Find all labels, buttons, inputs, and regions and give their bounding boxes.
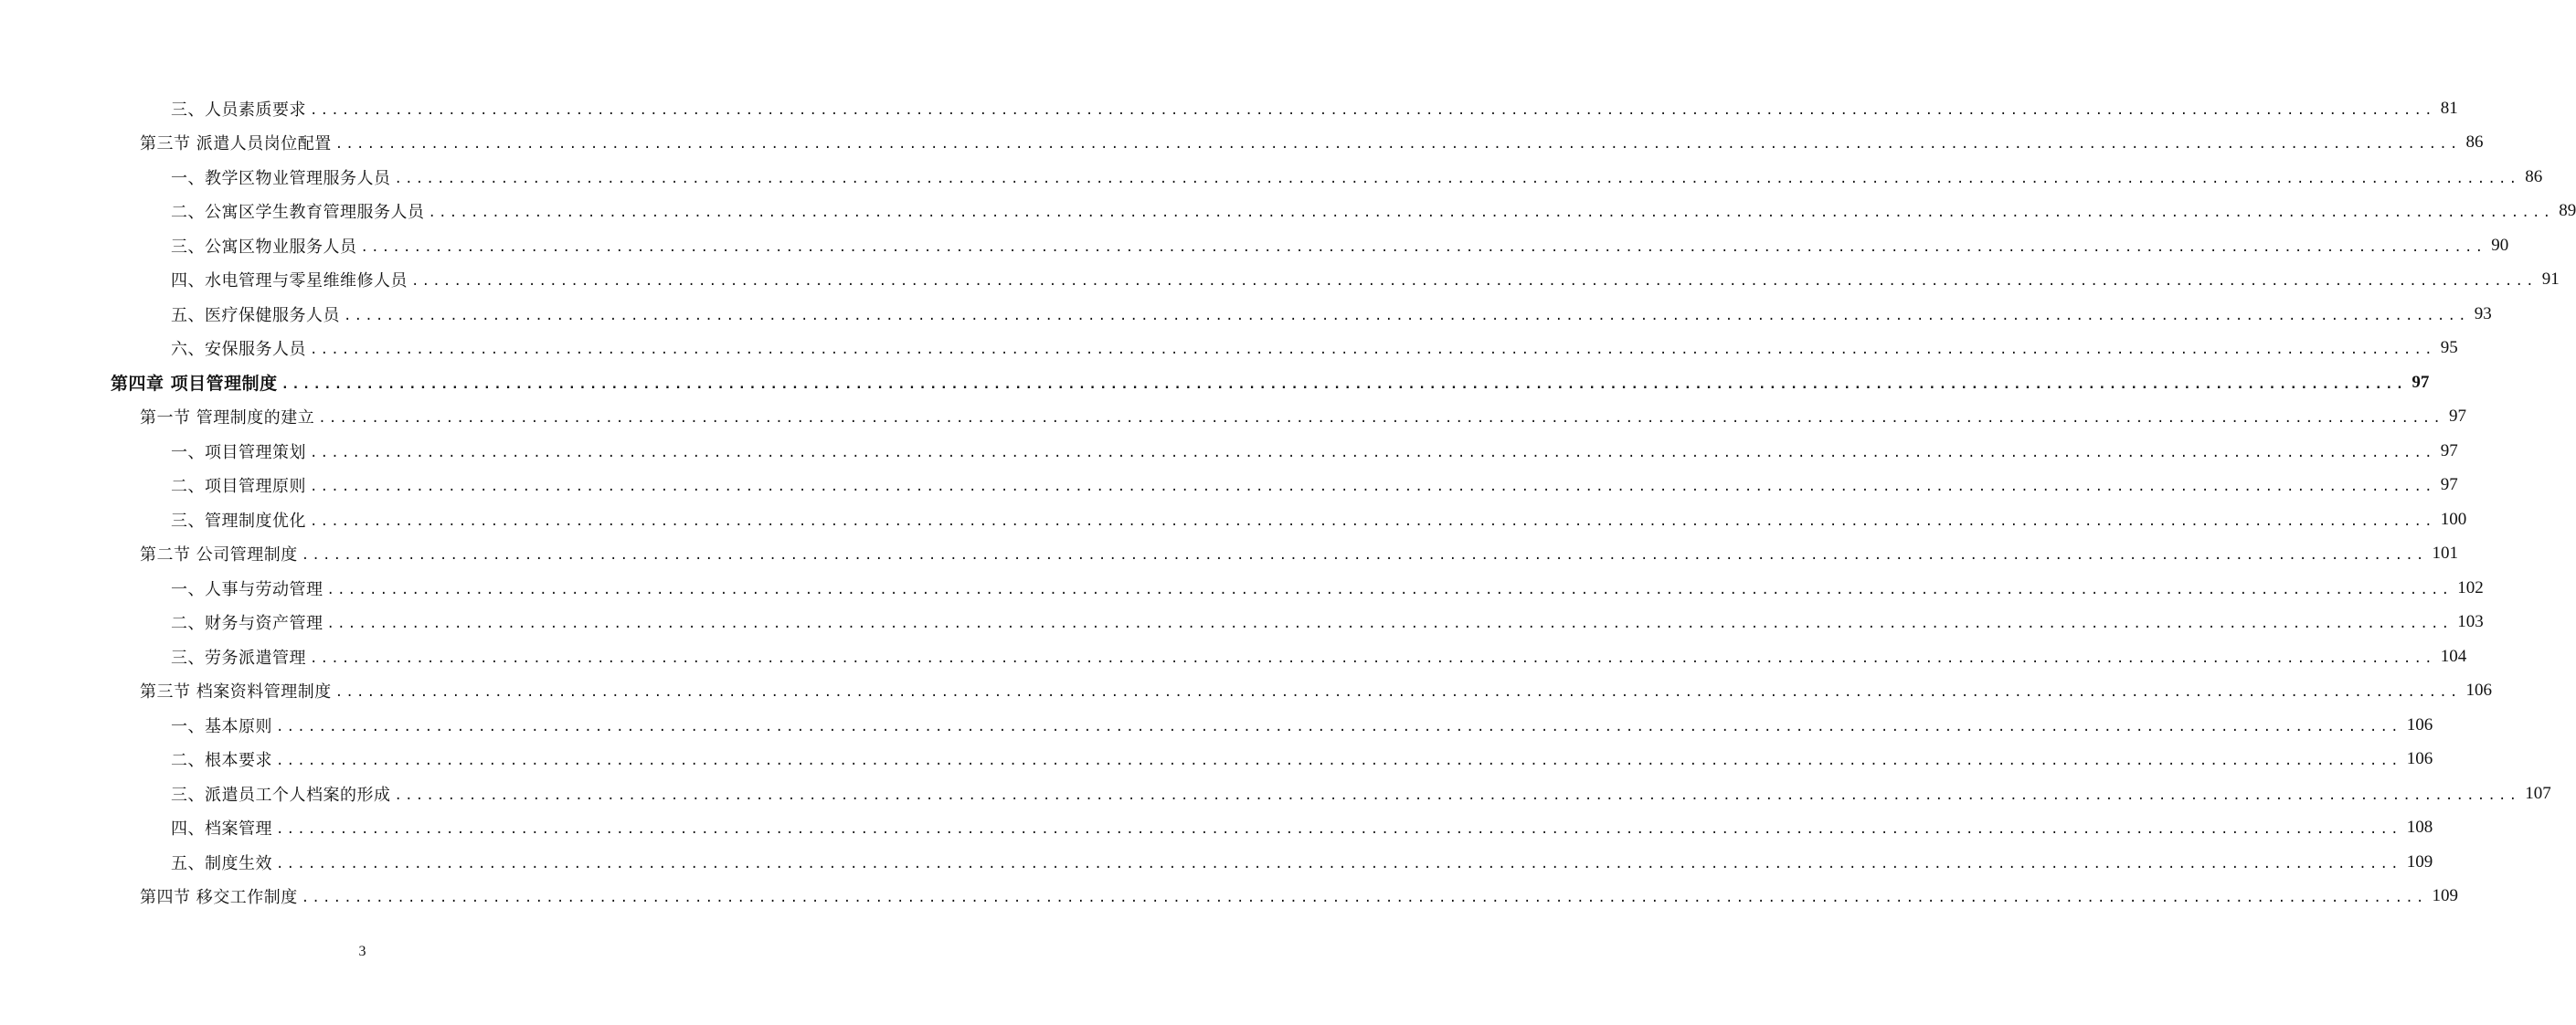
toc-entry[interactable] — [0, 502, 2467, 537]
toc-entry-page: 104 — [2440, 646, 2467, 666]
toc-entry[interactable] — [0, 845, 2433, 880]
toc-entry-title: 三、劳务派遣管理 — [171, 648, 306, 668]
toc-leader-dots: ........................................................................................................................................................................................................ — [310, 480, 2435, 495]
toc-entry-title: 第二节 公司管理制度 — [140, 545, 298, 565]
toc-entry-title: 一、教学区物业管理服务人员 — [171, 168, 391, 188]
toc-entry[interactable] — [0, 126, 2484, 161]
toc-leader-dots: ........................................................................................................................................................................................................ — [360, 239, 2486, 255]
toc-leader-dots: ........................................................................................................................................................................................................ — [334, 685, 2461, 701]
toc-entry-page: 106 — [2465, 681, 2492, 701]
toc-entry-title: 第三节 派遣人员岗位配置 — [140, 134, 332, 154]
toc-entry-page: 93 — [2474, 303, 2492, 323]
toc-entry-title: 第三节 档案资料管理制度 — [140, 682, 332, 703]
toc-entry-page: 86 — [2465, 132, 2484, 153]
toc-entry-page: 81 — [2440, 98, 2458, 118]
toc-entry-title: 第四章 项目管理制度 — [111, 374, 278, 395]
toc-leader-dots: ........................................................................................................................................................................................................ — [428, 206, 2554, 221]
toc-entry[interactable] — [0, 297, 2492, 332]
toc-entry-title: 五、医疗保健服务人员 — [171, 305, 340, 325]
toc-entry[interactable] — [0, 537, 2458, 572]
toc-leader-dots: ........................................................................................................................................................................................................ — [318, 411, 2443, 427]
toc-entry-page: 97 — [2440, 440, 2458, 460]
toc-entry[interactable] — [0, 606, 2484, 640]
toc-leader-dots: ........................................................................................................................................................................................................ — [281, 376, 2407, 392]
toc-leader-dots: ........................................................................................................................................................................................................ — [394, 171, 2520, 186]
toc-entry-page: 97 — [2440, 475, 2458, 495]
toc-entry[interactable] — [0, 332, 2458, 366]
toc-entry-page: 103 — [2457, 612, 2484, 632]
toc-entry[interactable] — [0, 639, 2467, 674]
toc-entry[interactable] — [0, 91, 2458, 126]
toc-entry-title: 五、制度生效 — [171, 853, 272, 873]
toc-leader-dots: ........................................................................................................................................................................................................ — [310, 445, 2435, 460]
toc-leader-dots: ........................................................................................................................................................................................................ — [301, 891, 2427, 906]
toc-entry-title: 二、公寓区学生教育管理服务人员 — [171, 203, 425, 223]
toc-entry-title: 第一节 管理制度的建立 — [140, 408, 315, 428]
toc-entry-page: 106 — [2406, 714, 2433, 734]
toc-entry-page: 97 — [2448, 407, 2466, 427]
toc-leader-dots: ........................................................................................................................................................................................................ — [344, 308, 2469, 323]
toc-entry[interactable] — [0, 195, 2576, 229]
toc-entry-title: 三、人员素质要求 — [171, 100, 306, 120]
toc-entry[interactable] — [0, 365, 2430, 400]
toc-entry-title: 六、安保服务人员 — [171, 340, 306, 360]
toc-leader-dots: ........................................................................................................................................................................................................ — [276, 822, 2401, 838]
toc-entry-page: 100 — [2440, 509, 2467, 529]
toc-leader-dots: ........................................................................................................................................................................................................ — [411, 274, 2537, 290]
toc-leader-dots: ........................................................................................................................................................................................................ — [326, 582, 2453, 597]
toc-entry-title: 一、基本原则 — [171, 716, 272, 736]
toc-entry-page: 101 — [2432, 544, 2458, 564]
toc-entry[interactable] — [0, 434, 2458, 469]
toc-leader-dots: ........................................................................................................................................................................................................ — [310, 650, 2435, 666]
toc-leader-dots: ........................................................................................................................................................................................................ — [310, 343, 2435, 358]
toc-entry[interactable] — [0, 743, 2433, 777]
toc-leader-dots: ........................................................................................................................................................................................................ — [276, 856, 2401, 872]
toc-entry[interactable] — [0, 811, 2433, 846]
toc-entry-page: 89 — [2559, 201, 2576, 221]
toc-entry-page: 108 — [2406, 818, 2433, 838]
toc-entry-page: 97 — [2412, 372, 2430, 392]
toc-entry[interactable] — [0, 777, 2551, 811]
toc-entry[interactable] — [0, 228, 2509, 263]
toc-entry-title: 二、根本要求 — [171, 751, 272, 771]
toc-leader-dots: ........................................................................................................................................................................................................ — [310, 513, 2435, 529]
toc-entry-page: 86 — [2525, 166, 2543, 186]
toc-entry-page: 109 — [2432, 886, 2458, 906]
toc-leader-dots: ........................................................................................................................................................................................................ — [301, 548, 2427, 564]
toc-leader-dots: ........................................................................................................................................................................................................ — [276, 754, 2401, 769]
toc-entry-title: 三、管理制度优化 — [171, 511, 306, 531]
toc-entry-page: 91 — [2541, 269, 2560, 290]
toc-entry[interactable] — [0, 674, 2492, 709]
toc-entry-page: 95 — [2440, 338, 2458, 358]
toc-entry-title: 四、档案管理 — [171, 819, 272, 840]
toc-leader-dots: ........................................................................................................................................................................................................ — [276, 719, 2401, 734]
toc-entry[interactable] — [0, 880, 2458, 914]
toc-entry-page: 106 — [2406, 749, 2433, 769]
toc-entry-title: 二、财务与资产管理 — [171, 614, 323, 634]
toc-entry-title: 一、项目管理策划 — [171, 442, 306, 462]
toc-entry-page: 102 — [2457, 577, 2484, 597]
toc-entry[interactable] — [0, 469, 2458, 503]
toc-entry-title: 三、公寓区物业服务人员 — [171, 237, 357, 257]
toc-leader-dots: ........................................................................................................................................................................................................ — [334, 137, 2461, 153]
toc-entry[interactable] — [0, 263, 2560, 298]
toc-entry-page: 90 — [2491, 235, 2509, 255]
toc-entry[interactable] — [0, 160, 2543, 195]
toc-leader-dots: ........................................................................................................................................................................................................ — [310, 102, 2435, 118]
page-number: 3 — [358, 944, 366, 959]
toc-entry[interactable] — [0, 400, 2466, 435]
toc-entry-title: 四、水电管理与零星维维修人员 — [171, 271, 408, 291]
toc-leader-dots: ........................................................................................................................................................................................................ — [394, 787, 2520, 803]
toc-entry-title: 第四节 移交工作制度 — [140, 888, 298, 908]
toc-entry-page: 107 — [2525, 783, 2551, 803]
toc-entry-title: 一、人事与劳动管理 — [171, 579, 323, 599]
table-of-contents — [0, 91, 2576, 914]
toc-entry-title: 三、派遣员工个人档案的形成 — [171, 785, 391, 805]
toc-entry-page: 109 — [2406, 851, 2433, 872]
toc-entry-title: 二、项目管理原则 — [171, 477, 306, 497]
toc-leader-dots: ........................................................................................................................................................................................................ — [326, 617, 2453, 632]
toc-entry[interactable] — [0, 571, 2484, 606]
toc-entry[interactable] — [0, 708, 2433, 743]
